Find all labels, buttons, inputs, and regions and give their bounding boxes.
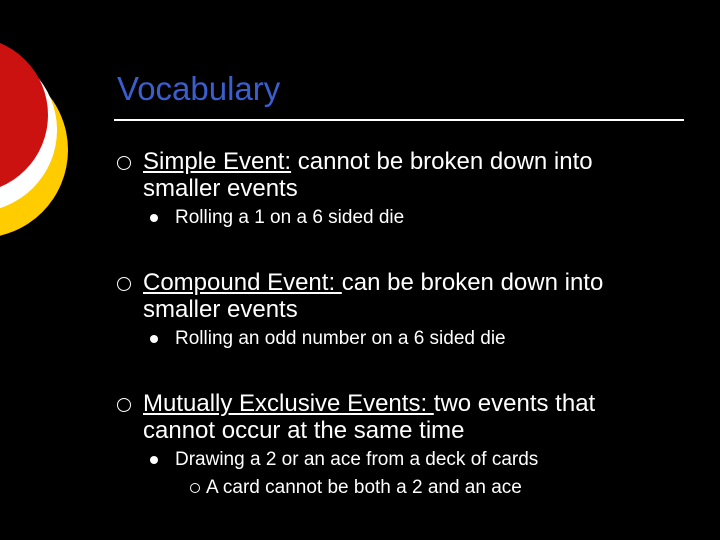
bullet-dot-icon — [150, 335, 158, 343]
sub-bullet-circle-icon — [190, 483, 200, 493]
vocab-example: Drawing a 2 or an ace from a deck of cards — [175, 449, 539, 470]
vocab-term: Simple Event: — [143, 148, 292, 175]
vocab-definition: two events that cannot occur at the same time — [143, 390, 596, 444]
bullet-circle-icon — [117, 277, 131, 291]
title-divider — [114, 119, 684, 121]
bullet-circle-icon — [117, 156, 131, 170]
bullet-dot-icon — [150, 214, 158, 222]
vocab-item-mutually-exclusive-events — [143, 390, 663, 444]
vocab-item-simple-event — [143, 148, 663, 202]
vocab-term: Compound Event: — [143, 269, 342, 296]
vocab-definition: cannot be broken down into smaller events — [143, 148, 593, 202]
vocab-term: Mutually Exclusive Events: — [143, 390, 434, 417]
slide-title: Vocabulary — [117, 70, 281, 107]
vocab-example: Rolling a 1 on a 6 sided die — [175, 207, 405, 228]
bullet-circle-icon — [117, 398, 131, 412]
vocab-example: Rolling an odd number on a 6 sided die — [175, 328, 506, 349]
bullet-dot-icon — [150, 456, 158, 464]
vocab-definition: can be broken down into smaller events — [143, 269, 604, 323]
vocab-item-compound-event — [143, 269, 663, 323]
vocab-sub-example: A card cannot be both a 2 and an ace — [206, 477, 522, 498]
